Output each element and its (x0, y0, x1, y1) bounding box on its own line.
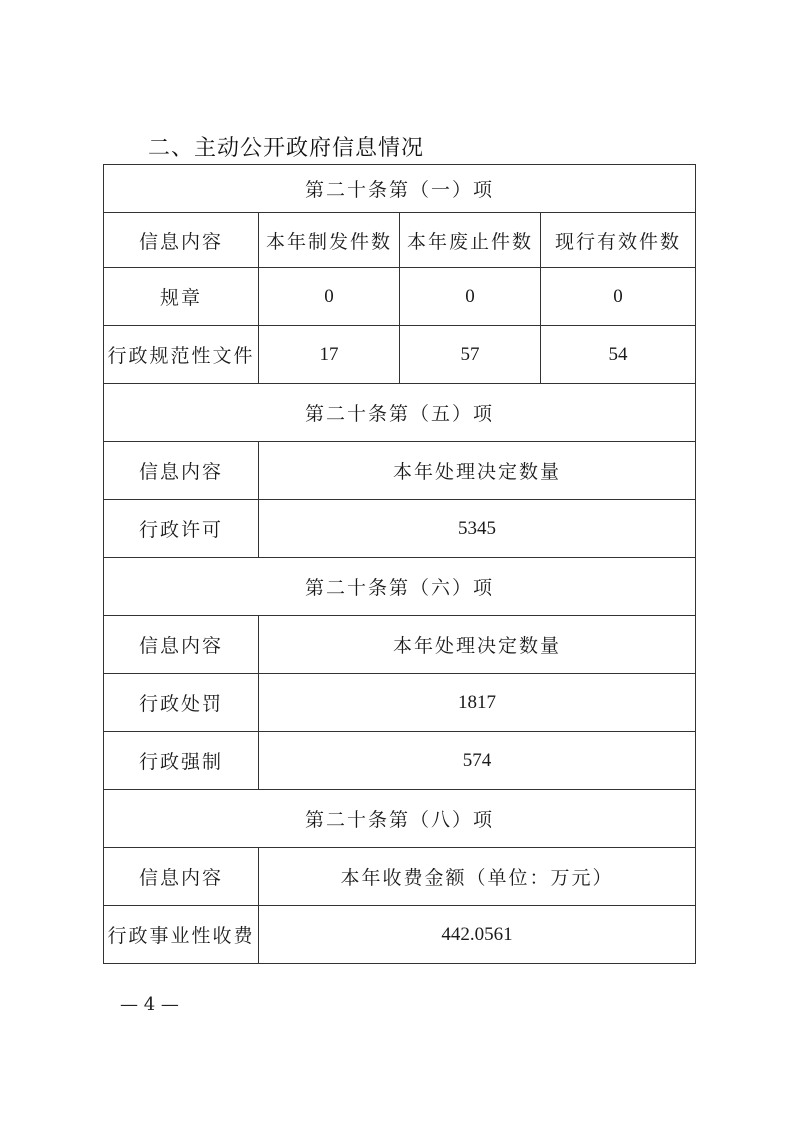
value-cell: 57 (400, 326, 541, 384)
header-row (104, 848, 696, 906)
value-cell: 54 (541, 326, 696, 384)
table-row (104, 732, 696, 790)
header-cell: 信息内容 (104, 442, 259, 500)
section-title-row (104, 165, 696, 213)
value-cell: 574 (259, 732, 696, 790)
section-title-row (104, 384, 696, 442)
header-cell: 信息内容 (104, 848, 259, 906)
row-label: 行政事业性收费 (104, 906, 259, 964)
row-label: 行政处罚 (104, 674, 259, 732)
table-row (104, 674, 696, 732)
row-label: 行政强制 (104, 732, 259, 790)
table-row (104, 268, 696, 326)
header-row (104, 442, 696, 500)
value-cell: 5345 (259, 500, 696, 558)
value-cell: 0 (541, 268, 696, 326)
section-title-row (104, 558, 696, 616)
value-cell: 17 (259, 326, 400, 384)
row-label: 行政规范性文件 (104, 326, 259, 384)
table-row (104, 906, 696, 964)
header-row (104, 213, 696, 268)
value-cell: 0 (259, 268, 400, 326)
value-cell: 442.0561 (259, 906, 696, 964)
value-cell: 1817 (259, 674, 696, 732)
section-title: 第二十条第（八）项 (104, 790, 696, 848)
header-cell: 本年处理决定数量 (259, 616, 696, 674)
header-cell: 本年制发件数 (259, 213, 400, 268)
page-number: — 4 — (120, 994, 179, 1015)
header-cell: 本年收费金额（单位：万元） (259, 848, 696, 906)
section-title: 第二十条第（一）项 (104, 165, 696, 213)
section-title: 第二十条第（六）项 (104, 558, 696, 616)
section-title: 第二十条第（五）项 (104, 384, 696, 442)
header-row (104, 616, 696, 674)
table-row (104, 326, 696, 384)
government-info-table (103, 164, 696, 964)
value-cell: 0 (400, 268, 541, 326)
row-label: 行政许可 (104, 500, 259, 558)
header-cell: 本年废止件数 (400, 213, 541, 268)
table-row (104, 500, 696, 558)
header-cell: 现行有效件数 (541, 213, 696, 268)
header-cell: 本年处理决定数量 (259, 442, 696, 500)
header-cell: 信息内容 (104, 213, 259, 268)
row-label: 规章 (104, 268, 259, 326)
section-title-row (104, 790, 696, 848)
header-cell: 信息内容 (104, 616, 259, 674)
section-heading: 二、主动公开政府信息情况 (148, 136, 425, 161)
